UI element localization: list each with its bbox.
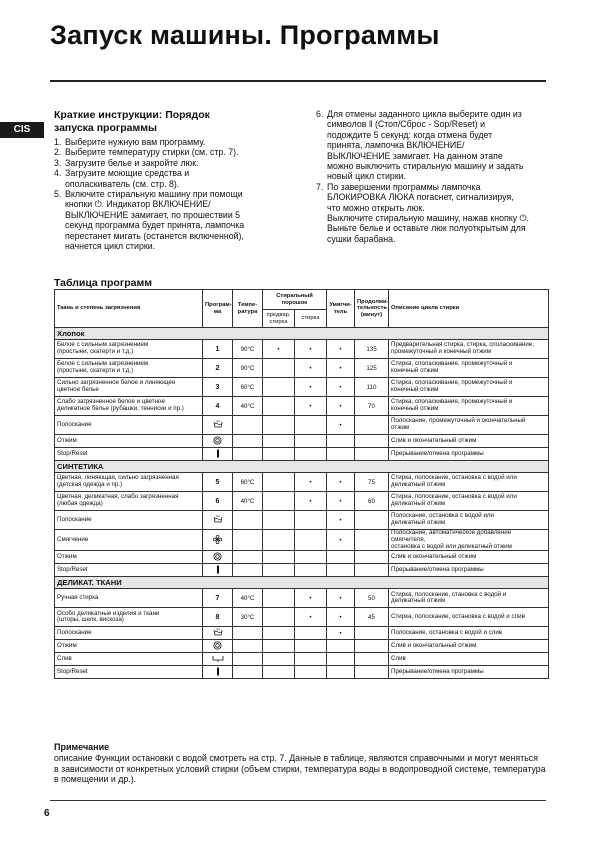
table-row — [55, 448, 549, 461]
page-number: 6 — [44, 808, 50, 819]
table-row — [55, 473, 549, 492]
wash-cell — [295, 416, 327, 435]
duration-cell: 50 — [355, 589, 389, 608]
fabric-cell: Особо деликатные изделия и ткани (шторы, шелк, вискоза) — [55, 608, 203, 627]
prewash-cell — [263, 627, 295, 640]
wash-cell — [295, 564, 327, 577]
duration-cell — [355, 530, 389, 551]
instruction-step — [54, 147, 286, 157]
table-row — [55, 340, 549, 359]
spin-icon — [213, 554, 222, 563]
instructions-right-column — [316, 109, 556, 244]
wash-cell: • — [295, 473, 327, 492]
spin-icon — [213, 643, 222, 652]
program-cell: 8 — [203, 608, 233, 627]
instruction-step — [54, 158, 286, 168]
stop-icon — [216, 669, 220, 678]
fabric-cell: Полоскание — [55, 416, 203, 435]
wash-cell — [295, 448, 327, 461]
description-cell: Прерывание/отмена программы — [389, 564, 549, 577]
temperature-cell — [233, 551, 263, 564]
rinse-icon — [213, 516, 223, 525]
step-text: Выберите температуру стирки (см. стр. 7). — [65, 147, 239, 158]
step-number: 1. — [54, 137, 62, 147]
step-text: Загрузите белье и закройте люк. — [65, 157, 199, 168]
step-number: 2. — [54, 147, 62, 158]
header-prewash: предвар. стирка — [263, 310, 295, 328]
prewash-cell — [263, 666, 295, 679]
instructions-left-column — [54, 109, 286, 251]
prewash-cell — [263, 640, 295, 653]
wash-cell: • — [295, 397, 327, 416]
duration-cell — [355, 416, 389, 435]
wash-cell: • — [295, 589, 327, 608]
wash-cell — [295, 666, 327, 679]
wash-cell: • — [295, 608, 327, 627]
temperature-cell — [233, 653, 263, 666]
table-row — [55, 551, 549, 564]
prewash-cell — [263, 653, 295, 666]
prewash-cell — [263, 397, 295, 416]
wash-cell: • — [295, 340, 327, 359]
table-row — [55, 608, 549, 627]
header-fabric: Ткань и степень загрязнения — [55, 290, 203, 328]
prewash-cell — [263, 416, 295, 435]
fabric-cell: Stop/Reset — [55, 666, 203, 679]
step-text: подождите 5 секунд: когда отмена будет — [327, 129, 493, 140]
table-row — [55, 640, 549, 653]
fabric-cell: Stop/Reset — [55, 564, 203, 577]
table-row — [55, 653, 549, 666]
duration-cell: 60 — [355, 492, 389, 511]
note-title: Примечание — [54, 742, 110, 752]
header-temperature: Темпе-ратура — [233, 290, 263, 328]
step-text: сушки барабана. — [327, 233, 396, 244]
temperature-cell — [233, 530, 263, 551]
softener-cell: • — [327, 359, 355, 378]
program-cell — [203, 666, 233, 679]
softener-cell — [327, 666, 355, 679]
program-cell — [203, 511, 233, 530]
description-cell: Слив и окончательный отжим — [389, 551, 549, 564]
duration-cell — [355, 627, 389, 640]
wash-cell — [295, 551, 327, 564]
table-row — [55, 435, 549, 448]
rinse-icon — [213, 421, 223, 430]
section-name: СИНТЕТИКА — [55, 461, 549, 473]
wash-cell: • — [295, 359, 327, 378]
section-name: ДЕЛИКАТ. ТКАНИ — [55, 577, 549, 589]
program-cell: 7 — [203, 589, 233, 608]
softener-cell: • — [327, 511, 355, 530]
program-table — [54, 289, 549, 679]
softener-cell: • — [327, 492, 355, 511]
step-text: кнопки ⏻. Индикатор ВКЛЮЧЕНИЕ/ — [65, 199, 211, 210]
table-row — [55, 492, 549, 511]
wash-cell — [295, 511, 327, 530]
step-text: секунд программа будет принята, лампочка — [65, 220, 245, 231]
description-cell: Стирка, споласкивание, промежуточный и конечный отжим — [389, 359, 549, 378]
fabric-cell: Слив — [55, 653, 203, 666]
program-cell — [203, 448, 233, 461]
softener-cell: • — [327, 397, 355, 416]
softener-cell — [327, 448, 355, 461]
step-text: что можно открыть люк. — [327, 202, 425, 213]
duration-cell: 75 — [355, 473, 389, 492]
description-cell: Полоскание, остановка с водой и слив — [389, 627, 549, 640]
softener-cell — [327, 551, 355, 564]
instruction-step — [316, 182, 556, 244]
table-row — [55, 397, 549, 416]
table-section-header — [55, 328, 549, 340]
description-cell: Стирка, полоскание, остановка с водой или деликатный отжим — [389, 492, 549, 511]
description-cell: Стирка, полоскание, становка с водой и деликатный отжим — [389, 589, 549, 608]
softener-cell: • — [327, 530, 355, 551]
softener-cell: • — [327, 589, 355, 608]
step-text: новый цикл стирки. — [327, 171, 407, 182]
header-softener: Умягчи-тель — [327, 290, 355, 328]
steps-list-right — [316, 109, 556, 244]
softener-cell — [327, 640, 355, 653]
page-title: Запуск машины. Программы — [50, 20, 440, 50]
step-text: перестанет мигать (останется включенной), — [65, 230, 244, 241]
program-cell — [203, 653, 233, 666]
duration-cell: 45 — [355, 608, 389, 627]
duration-cell: 110 — [355, 378, 389, 397]
wash-cell — [295, 653, 327, 666]
drain-icon — [212, 655, 224, 664]
prewash-cell — [263, 511, 295, 530]
temperature-cell — [233, 435, 263, 448]
program-cell — [203, 530, 233, 551]
temperature-cell: 40°C — [233, 492, 263, 511]
footer-divider — [50, 800, 546, 801]
program-table-body — [55, 328, 549, 679]
fabric-cell: Смягчение — [55, 530, 203, 551]
fabric-cell: Отжим — [55, 551, 203, 564]
prewash-cell — [263, 564, 295, 577]
prewash-cell: • — [263, 340, 295, 359]
softener-cell: • — [327, 340, 355, 359]
description-cell: Полоскание, автоматическое добавление смягчителя, остановка с водой или деликатный отжим — [389, 530, 549, 551]
program-cell: 3 — [203, 378, 233, 397]
wash-cell — [295, 640, 327, 653]
prewash-cell — [263, 492, 295, 511]
program-cell — [203, 564, 233, 577]
temperature-cell: 40°C — [233, 397, 263, 416]
section-name: Хлопок — [55, 328, 549, 340]
temperature-cell — [233, 666, 263, 679]
description-cell: Слив — [389, 653, 549, 666]
table-title: Таблица программ — [54, 277, 153, 289]
table-section-header — [55, 461, 549, 473]
table-row — [55, 378, 549, 397]
softener-cell: • — [327, 416, 355, 435]
instruction-step — [316, 109, 556, 182]
fabric-cell: Белое с сильным загрязнением (простыни, скатерти и т.д.) — [55, 340, 203, 359]
table-row — [55, 589, 549, 608]
duration-cell: 125 — [355, 359, 389, 378]
program-cell — [203, 551, 233, 564]
step-number: 6. — [316, 109, 324, 119]
duration-cell — [355, 564, 389, 577]
fabric-cell: Полоскание — [55, 627, 203, 640]
temperature-cell — [233, 511, 263, 530]
step-text: ополаскиватель (см. стр. 8). — [65, 178, 180, 189]
step-text: Загрузите моющие средства и — [65, 168, 190, 179]
header-wash: стирка — [295, 310, 327, 328]
softener-cell: • — [327, 627, 355, 640]
temperature-cell — [233, 564, 263, 577]
stop-icon — [216, 567, 220, 576]
step-text: По завершении программы лампочка — [327, 181, 481, 192]
rinse-icon — [213, 629, 223, 638]
temperature-cell: 60°C — [233, 378, 263, 397]
description-cell: Стирка, споласкивание, промежуточный и конечный отжим — [389, 378, 549, 397]
table-row — [55, 416, 549, 435]
step-number: 3. — [54, 157, 62, 168]
step-text: начнется цикл стирки. — [65, 241, 156, 252]
description-cell: Предварительная стирка, стирка, споласкивание, промежуточный и конечный отжим — [389, 340, 549, 359]
prewash-cell — [263, 530, 295, 551]
duration-cell — [355, 551, 389, 564]
temperature-cell — [233, 627, 263, 640]
description-cell: Полоскание, промежуточный и окончательный отжим — [389, 416, 549, 435]
instruction-step — [54, 168, 286, 189]
program-cell: 4 — [203, 397, 233, 416]
wash-cell: • — [295, 378, 327, 397]
program-cell: 1 — [203, 340, 233, 359]
header-powder: Стиральный порошок — [263, 290, 327, 310]
prewash-cell — [263, 608, 295, 627]
steps-list-left — [54, 137, 286, 251]
table-row — [55, 359, 549, 378]
step-text: принята, лампочка ВКЛЮЧЕНИЕ/ — [327, 140, 465, 151]
wash-cell — [295, 530, 327, 551]
note-text: описание Функции остановки с водой смотреть на стр. 7. Данные в таблице, являются справочными и могут меняться в зависимости от конкретных условий стирки (объем стирки, температура воды в водопроводной системе, температура в помещении и др.). — [54, 753, 546, 784]
table-section-header — [55, 577, 549, 589]
softener-icon — [213, 537, 222, 546]
table-row — [55, 627, 549, 640]
description-cell: Стирка, полоскание, остановка с водой или деликатный отжим — [389, 473, 549, 492]
duration-cell: 70 — [355, 397, 389, 416]
wash-cell: • — [295, 492, 327, 511]
fabric-cell: Слабо загрязненное белое и цветное деликатное белье (рубашки, тенниски и пр.) — [55, 397, 203, 416]
language-tab: CIS — [0, 122, 44, 138]
instructions-title: Краткие инструкции: Порядок запуска программы — [54, 109, 210, 134]
header-program: Програм-ма — [203, 290, 233, 328]
wash-cell — [295, 627, 327, 640]
stop-icon — [216, 451, 220, 460]
temperature-cell: 90°C — [233, 340, 263, 359]
program-cell — [203, 416, 233, 435]
step-number: 5. — [54, 189, 62, 200]
fabric-cell: Цветная, линяющая, сильно загрязненная (детская одежда и пр.) — [55, 473, 203, 492]
step-text: символов ‖ (Стоп/Сброс - Sop/Reset) и — [327, 119, 486, 130]
program-cell: 2 — [203, 359, 233, 378]
step-text: Выберите нужную вам программу. — [65, 137, 206, 147]
softener-cell — [327, 653, 355, 666]
table-row — [55, 530, 549, 551]
header-description: Описание цикла стирки — [389, 290, 549, 328]
prewash-cell — [263, 378, 295, 397]
step-number: 7. — [316, 181, 324, 192]
description-cell: Стирка, споласкивание, промежуточный и конечный отжим — [389, 397, 549, 416]
fabric-cell: Белое с сильным загрязнением (простыни, скатерти и т.д.) — [55, 359, 203, 378]
prewash-cell — [263, 448, 295, 461]
header-duration: Продолжи-тельность (минут) — [355, 290, 389, 328]
fabric-cell: Ручная стирка — [55, 589, 203, 608]
temperature-cell: 40°C — [233, 589, 263, 608]
duration-cell — [355, 640, 389, 653]
prewash-cell — [263, 435, 295, 448]
softener-cell: • — [327, 378, 355, 397]
program-cell: 6 — [203, 492, 233, 511]
fabric-cell: Сильно загрязненное белое и линяющее цветное белье — [55, 378, 203, 397]
program-cell — [203, 435, 233, 448]
step-text: Выньте белье и оставьте люк полуоткрытым для — [327, 223, 526, 234]
prewash-cell — [263, 551, 295, 564]
fabric-cell: Цветная, деликатная, слабо загрязненная (любая одежда) — [55, 492, 203, 511]
description-cell: Прерывание/отмена программы — [389, 448, 549, 461]
step-text: Выключите стиральную машину, нажав кнопку ⏻. — [327, 213, 529, 224]
step-text: ВЫКЛЮЧЕНИЕ замигает, по прошествии 5 — [65, 209, 241, 220]
step-text: ВЫКЛЮЧЕНИЕ замигает. На данном этапе — [327, 150, 503, 161]
fabric-cell: Stop/Reset — [55, 448, 203, 461]
duration-cell — [355, 666, 389, 679]
fabric-cell: Полоскание — [55, 511, 203, 530]
step-text: Для отмены заданного цикла выберите один из — [327, 109, 522, 119]
description-cell: Слив и окончательный отжим — [389, 640, 549, 653]
description-cell: Слив и окончательный отжим — [389, 435, 549, 448]
fabric-cell: Отжим — [55, 435, 203, 448]
description-cell: Стирка, полоскание, остановка с водой и слив — [389, 608, 549, 627]
temperature-cell — [233, 416, 263, 435]
duration-cell — [355, 448, 389, 461]
program-cell: 5 — [203, 473, 233, 492]
temperature-cell: 60°C — [233, 473, 263, 492]
table-row — [55, 511, 549, 530]
step-number: 4. — [54, 168, 62, 179]
softener-cell — [327, 564, 355, 577]
title-divider — [50, 80, 546, 82]
table-row — [55, 564, 549, 577]
step-text: Включите стиральную машину при помощи — [65, 189, 243, 200]
program-cell — [203, 640, 233, 653]
fabric-cell: Отжим — [55, 640, 203, 653]
temperature-cell: 90°C — [233, 359, 263, 378]
table-row — [55, 666, 549, 679]
instruction-step — [54, 137, 286, 147]
temperature-cell — [233, 448, 263, 461]
step-text: БЛОКИРОВКА ЛЮКА погаснет, сигнализируя, — [327, 192, 514, 203]
description-cell: Полоскание, остановка с водой или деликатный отжим — [389, 511, 549, 530]
softener-cell: • — [327, 608, 355, 627]
prewash-cell — [263, 359, 295, 378]
prewash-cell — [263, 473, 295, 492]
duration-cell — [355, 435, 389, 448]
softener-cell: • — [327, 473, 355, 492]
instruction-step — [54, 189, 286, 251]
temperature-cell — [233, 640, 263, 653]
description-cell: Прерывание/отмена программы — [389, 666, 549, 679]
temperature-cell: 30°C — [233, 608, 263, 627]
duration-cell — [355, 653, 389, 666]
duration-cell — [355, 511, 389, 530]
wash-cell — [295, 435, 327, 448]
duration-cell: 135 — [355, 340, 389, 359]
softener-cell — [327, 435, 355, 448]
program-cell — [203, 627, 233, 640]
prewash-cell — [263, 589, 295, 608]
spin-icon — [213, 438, 222, 447]
step-text: можно выключить стиральную машину и задать — [327, 161, 524, 172]
